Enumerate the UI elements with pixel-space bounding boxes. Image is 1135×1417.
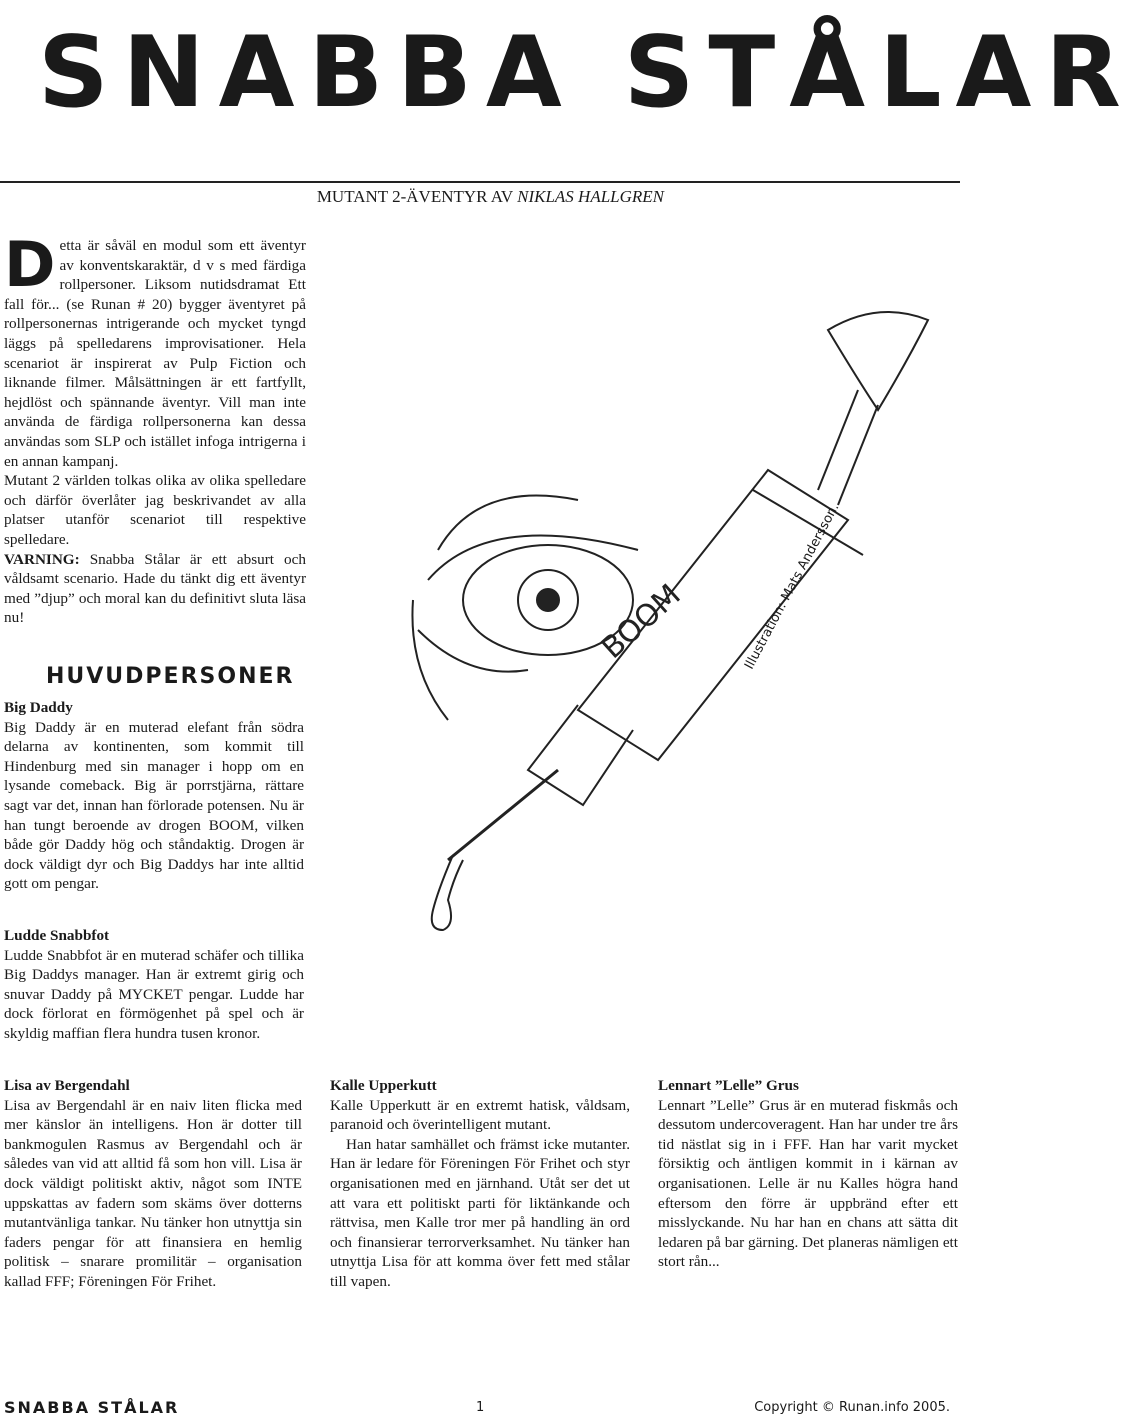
character-name: Big Daddy xyxy=(4,699,73,716)
footer-title: SNABBA STÅLAR xyxy=(4,1398,180,1417)
character-description: Lennart ”Lelle” Grus är en muterad fiskmås och dessutom undercoveragent. Han har under tre års tid nästlat sig in i FFF. Han har varit mycket försiktig och äntligen kommit in i kärnan av organisationen. Lelle är nu Kalles högra hand eftersom den förre är uppbränd efter ett misslyckande. Nu har han en chans att sätta dit ledaren på bar gärning. Det planeras nämligen ett stort rån... xyxy=(658,1096,958,1271)
syringe-barrel xyxy=(578,470,848,760)
character-description-2: Han hatar samhället och främst icke mutanter. Han är ledare för Föreningen För Frihet och styr organisationen med en järnhand. Utåt ser det ut att vara ett politiskt parti för liktänkande och rättvisa, men Kalle tror mer på handling än ord och finansierar terrorverksamhet. Nu tänker han utnyttja Lisa för att komma över fett med stålar till vapen. xyxy=(330,1135,630,1290)
intro-warning xyxy=(4,550,306,628)
character-description: Kalle Upperkutt är en extremt hatisk, våldsam, paranoid och överintelligent mutant. xyxy=(330,1096,630,1134)
intro-paragraph-2: Mutant 2 världen tolkas olika av olika spelledare och därför överlåter jag beskrivandet av alla platser utanför scenariot till respektive spelledare. xyxy=(4,472,306,548)
drop-cap: D xyxy=(4,228,56,301)
character-name: Ludde Snabbfot xyxy=(4,927,110,944)
character-kalle-upperkutt xyxy=(330,1076,630,1292)
intro-p1-text: etta är såväl en modul som ett äventyr av konventskaraktär, d v s med färdiga rollpersoner. Liksom nutidsdramat Ett fall för... (se Runan # 20) bygger äventyret på rollpersonernas intrigerande och mycket tyngd läggs på spelledarens improvisationer. Hela scenariot är inspirerat av Pulp Fiction och liknande filmer. Målsättningen är ett fartfyllt, hejdlöst och spännande äventyr. Vill man inte använda de färdiga rollpersonerna kan dessa användas som SLP och istället infoga intrigerna i en annan kampanj. xyxy=(4,237,306,470)
syringe-label: BOOM xyxy=(594,577,688,666)
warning-text: Snabba Stålar är ett absurt och våldsamt scenario. Hade du tänkt dig ett äventyr med ”djup” och moral kan du definitivt sluta läsa nu! xyxy=(4,550,306,627)
page-title: SNABBA STÅLAR xyxy=(38,16,1135,130)
intro-text xyxy=(4,228,306,628)
character-name: Lisa av Bergendahl xyxy=(4,1077,130,1094)
character-lisa-av-bergendahl xyxy=(4,1076,302,1292)
character-ludde-snabbfot xyxy=(4,926,304,1044)
page-number: 1 xyxy=(476,1400,485,1415)
character-description: Lisa av Bergendahl är en naiv liten flicka med mer känslor än intelligens. Hon är dotter till bankmogulen Rasmus av Bergendahl och är således van vid att alltid få som hon vill. Lisa är dock väldigt politiskt aktiv, något som INTE uppskattas av fadern som skäms över dotterns mutantvänliga tankar. Nu tänker hon utnyttja sin faders pengar för att finansiera en hemlig politisk – snarare promilitär – organisation kallad FFF; Föreningen För Frihet. xyxy=(4,1096,302,1290)
byline-author: NIKLAS HALLGREN xyxy=(517,187,664,206)
illustration-credit: Illustration: Mats Andersson. xyxy=(742,501,843,673)
plunger-rod xyxy=(818,390,858,490)
character-lennart-grus xyxy=(658,1076,958,1272)
plunger-flare xyxy=(828,312,928,410)
eye-pupil xyxy=(537,589,559,611)
character-name: Kalle Upperkutt xyxy=(330,1077,437,1094)
header-rule xyxy=(0,181,960,183)
intro-paragraph-1 xyxy=(4,228,306,471)
warning-label: VARNING: xyxy=(4,550,80,568)
section-heading: HUVUDPERSONER xyxy=(46,664,295,689)
character-big-daddy xyxy=(4,698,304,894)
syringe-tip-band xyxy=(528,705,633,805)
needle xyxy=(448,770,558,860)
character-description: Big Daddy är en muterad elefant från södra delarna av kontinenten, som kommit till Hindenburg med sin manager i hopp om en lysande comeback. Big är porrstjärna, rättare sagt var det, innan han förlorade potensen. Nu är han tungt beroende av drogen BOOM, vilken både gör Daddy hög och ståndaktig. Drogen är dock väldigt dyr och Big Daddys har inte alltid gott om pengar. xyxy=(4,718,304,893)
character-name: Lennart ”Lelle” Grus xyxy=(658,1077,799,1094)
byline xyxy=(317,187,664,207)
footer-copyright: Copyright © Runan.info 2005. xyxy=(754,1400,950,1415)
needle-drip xyxy=(432,855,463,930)
syringe-eye-illustration xyxy=(408,300,960,960)
character-description: Ludde Snabbfot är en muterad schäfer och tillika Big Daddys manager. Han är extremt girig och snuvar Daddy på MYCKET pengar. Ludde har dock förlorat en förmögenhet på spel och är skyldig maffian flera hundra tusen kronor. xyxy=(4,946,304,1042)
byline-prefix: MUTANT 2-ÄVENTYR AV xyxy=(316,187,513,206)
